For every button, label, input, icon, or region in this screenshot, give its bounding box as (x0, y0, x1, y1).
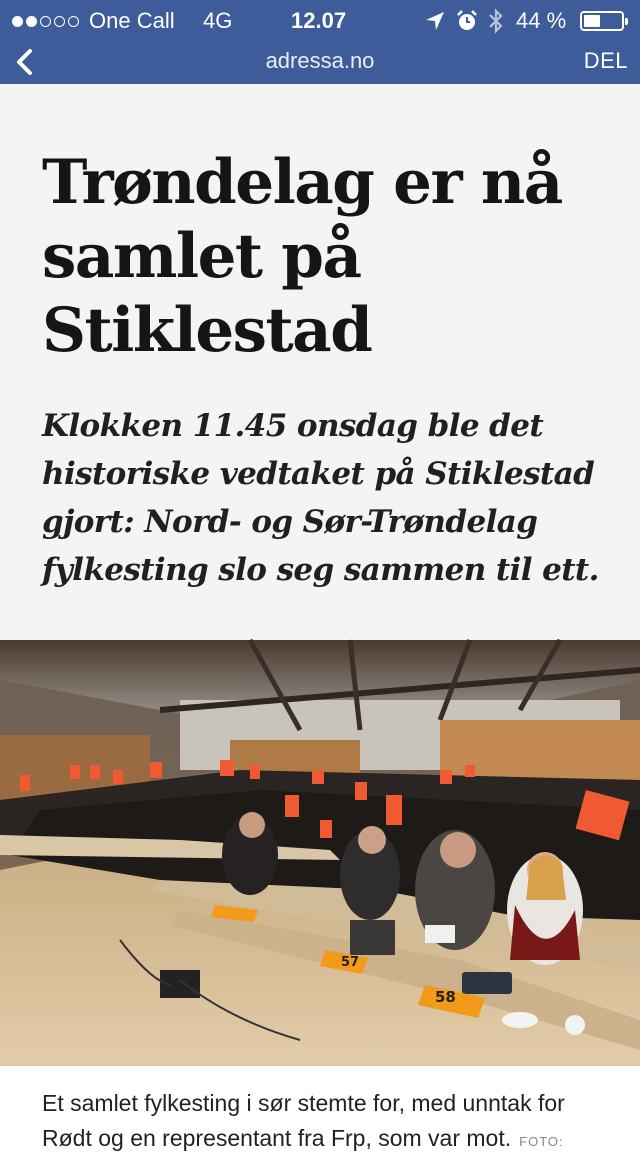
photo-credit: FOTO: (519, 1134, 564, 1149)
article-lede: Klokken 11.45 onsdag ble det historiske vedtaket på Stiklestad gjort: Nord- og Sør-Trøndelag fylkesting slo seg sammen til ett. (42, 408, 599, 588)
site-domain: adressa.no (265, 48, 375, 73)
battery-level-fill (584, 15, 600, 27)
status-bar (0, 0, 640, 40)
location-arrow-icon (424, 10, 446, 38)
battery-icon (580, 11, 624, 31)
signal-dot (68, 16, 79, 27)
assembly-hall-photo (0, 640, 640, 1066)
signal-strength-indicator (12, 8, 79, 34)
carrier-name: One Call (89, 8, 175, 33)
network-type: 4G (203, 8, 233, 33)
share-button[interactable]: DEL (583, 48, 628, 73)
signal-dot (40, 16, 51, 27)
table-number-57: 57 (341, 955, 360, 970)
battery-percent: 44 % (516, 8, 567, 33)
table-number-58: 58 (435, 988, 456, 1006)
signal-dot (26, 16, 37, 27)
signal-dot (54, 16, 65, 27)
signal-dot (12, 16, 23, 27)
article-body-text: Et samlet fylkesting i sør stemte for, med unntak for Rødt og en representant fra Frp, som var mot. (42, 1090, 565, 1151)
article-body-paragraph (42, 1086, 612, 1159)
status-clock: 12.07 (291, 8, 347, 33)
article-photo[interactable] (0, 640, 640, 1066)
article-headline: Trøndelag er nå samlet på Stiklestad (42, 147, 562, 366)
alarm-clock-icon (455, 9, 479, 39)
bluetooth-icon (486, 7, 506, 41)
article-header (0, 84, 640, 640)
top-bar (0, 0, 640, 84)
navigation-bar (0, 40, 640, 84)
